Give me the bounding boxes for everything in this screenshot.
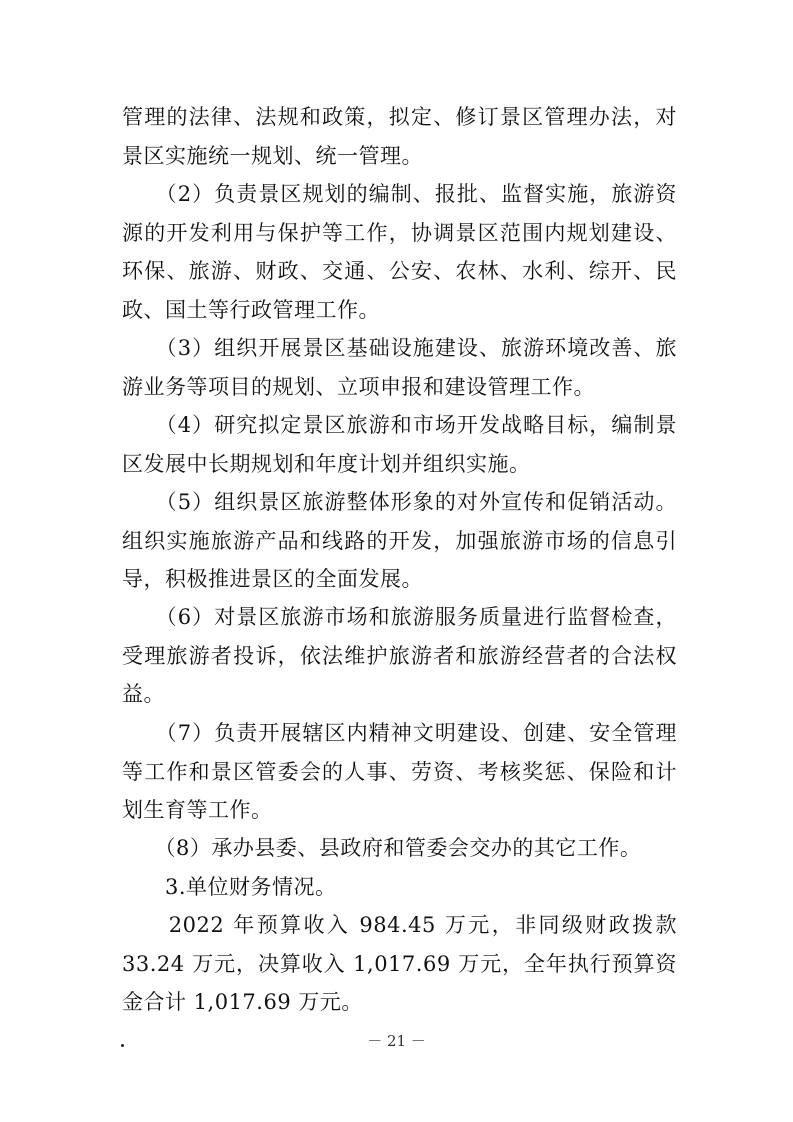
page-number: － 21 － (367, 1032, 426, 1050)
paragraph-item-4: （4）研究拟定景区旅游和市场开发战略目标，编制景区发展中长期规划和年度计划并组织实施。 (122, 413, 677, 476)
paragraph-finance-details: 2022 年预算收入 984.45 万元，非同级财政拨款 33.24 万元，决算收入 1,017.69 万元，全年执行预算资金合计 1,017.69 万元。 (122, 913, 677, 1014)
paragraph-item-8: （8）承办县委、县政府和管委会交办的其它工作。 (122, 836, 642, 860)
paragraph-item-6: （6）对景区旅游市场和旅游服务质量进行监督检查，受理旅游者投诉，依法维护旅游者和旅游经营者的合法权益。 (122, 605, 677, 706)
paragraph-item-3: （3）组织开展景区基础设施建设、旅游环境改善、旅游业务等项目的规划、立项申报和建设管理工作。 (122, 336, 677, 399)
stray-dot-mark (121, 1044, 124, 1047)
section-heading-finance: 3.单位财务情况。 (122, 875, 337, 899)
paragraph-item-7: （7）负责开展辖区内精神文明建设、创建、安全管理等工作和景区管委会的人事、劳资、考核奖惩、保险和计划生育等工作。 (122, 721, 677, 822)
paragraph-intro-continuation: 管理的法律、法规和政策，拟定、修订景区管理办法，对景区实施统一规划、统一管理。 (122, 105, 677, 168)
paragraph-item-2: （2）负责景区规划的编制、报批、监督实施，旅游资源的开发利用与保护等工作，协调景区范围内规划建设、环保、旅游、财政、交通、公安、农林、水利、综开、民政、国土等行政管理工作。 (122, 182, 677, 322)
paragraph-item-5: （5）组织景区旅游整体形象的对外宣传和促销活动。组织实施旅游产品和线路的开发，加强旅游市场的信息引导，积极推进景区的全面发展。 (122, 490, 677, 591)
